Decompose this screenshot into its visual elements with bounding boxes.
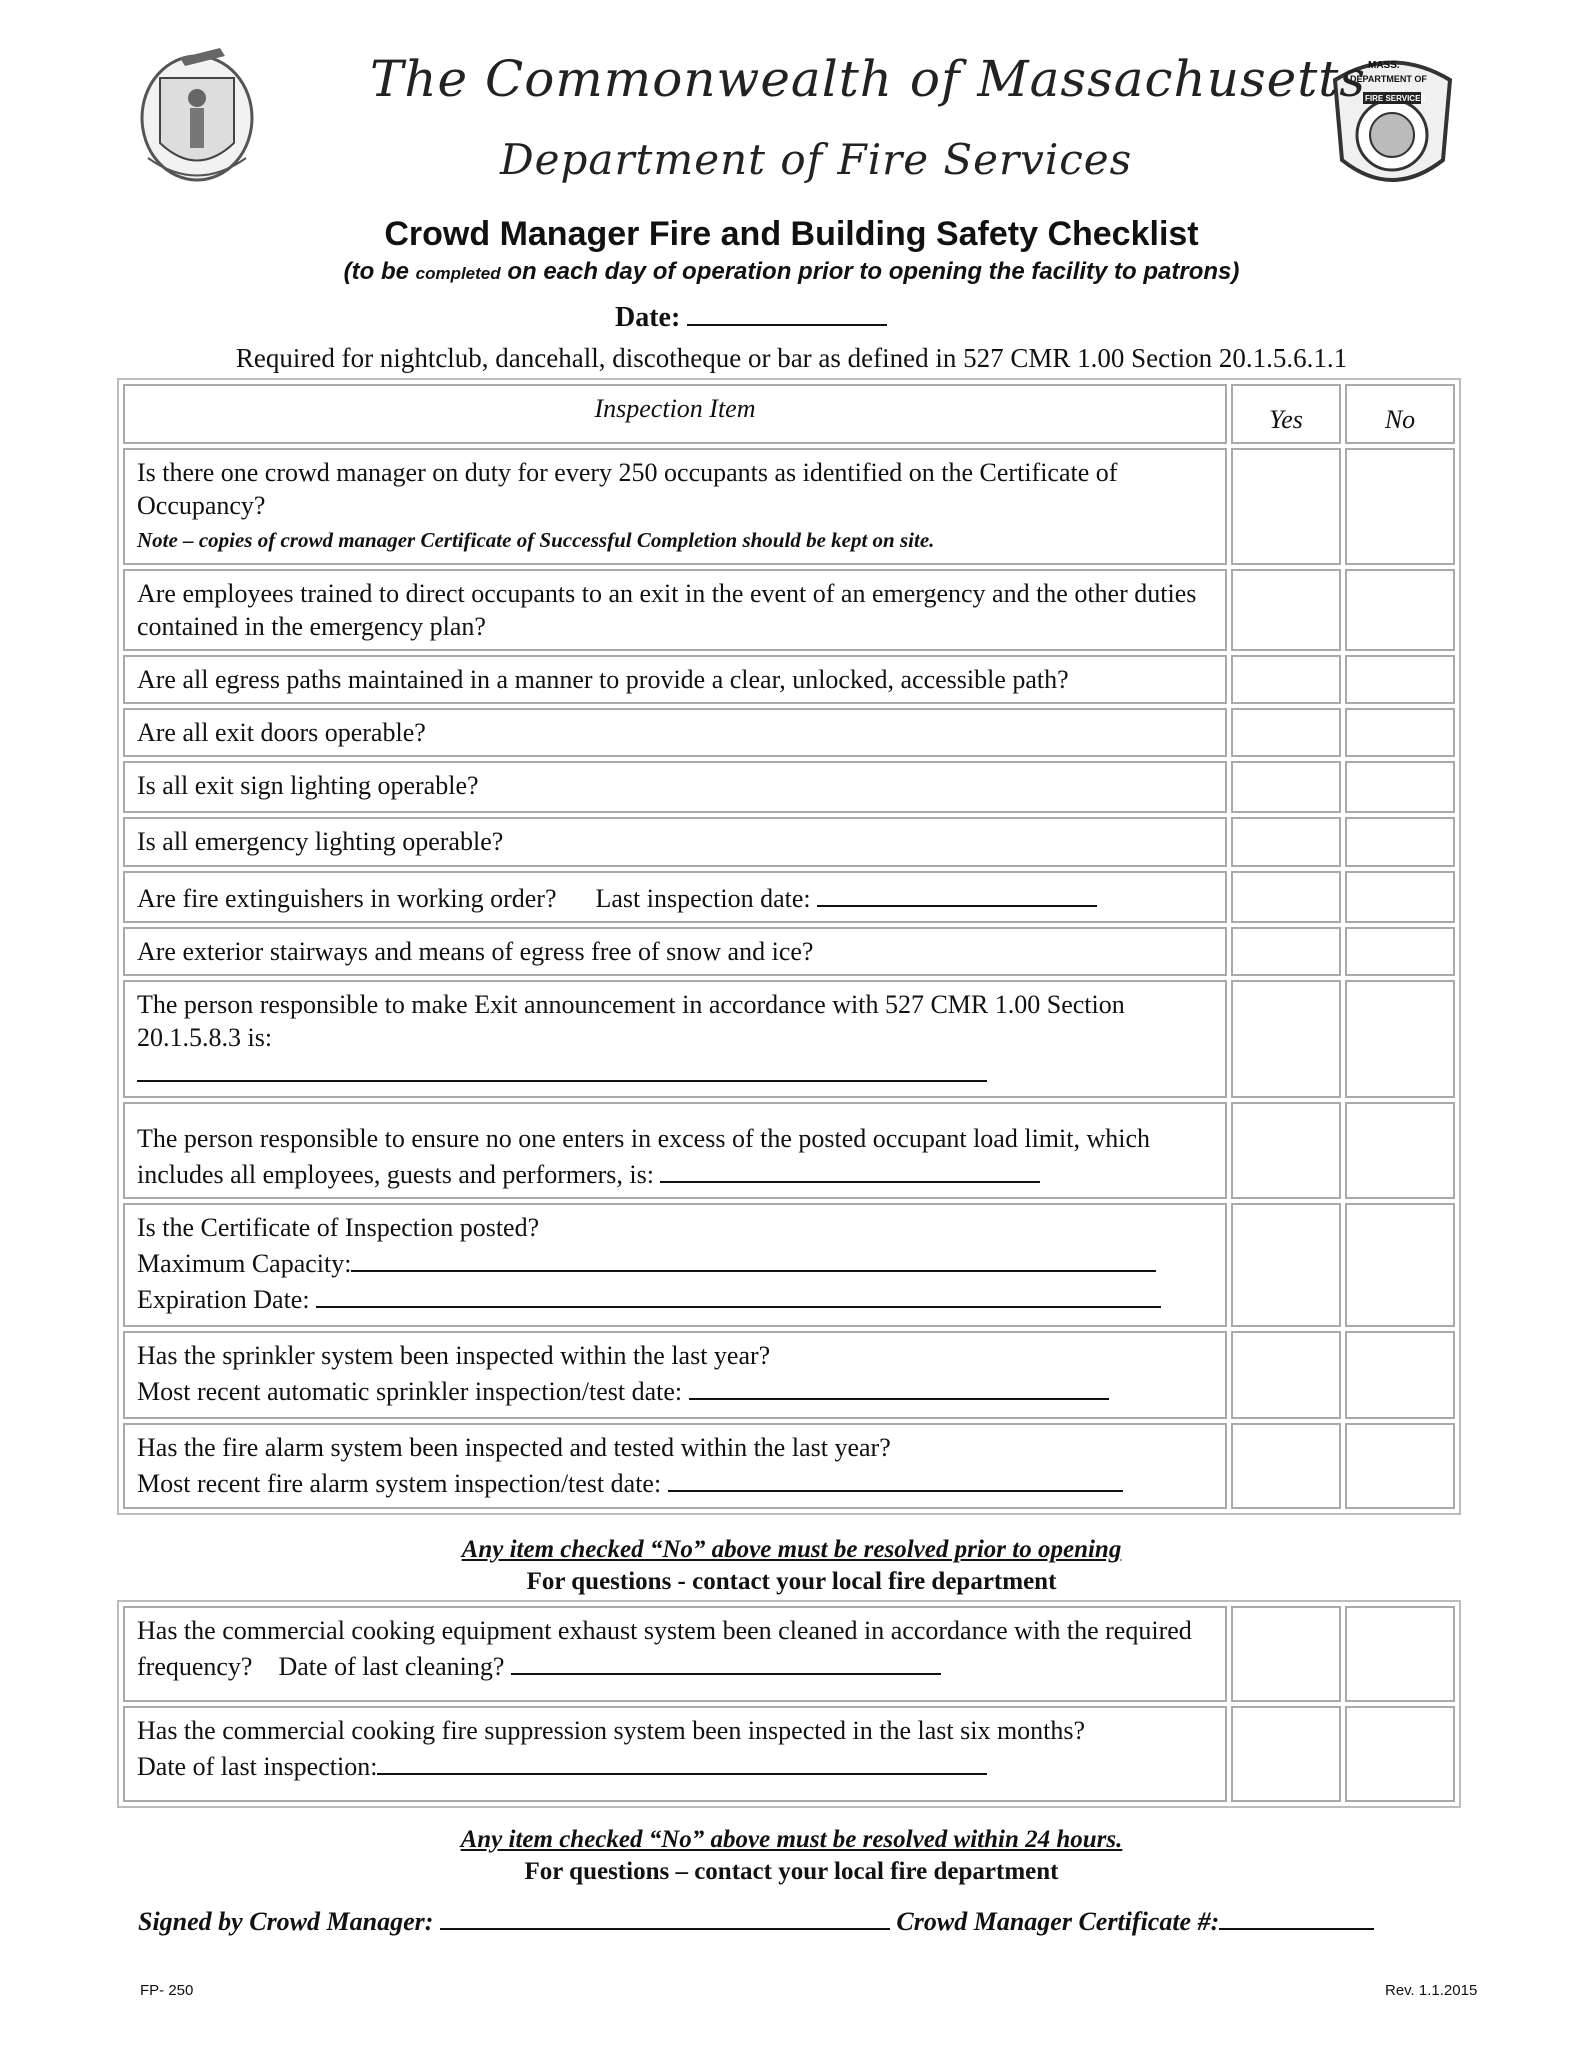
row-text: Are all exit doors operable? — [123, 708, 1227, 757]
cooking-checklist-table — [117, 1600, 1461, 1808]
table-row — [123, 655, 1455, 704]
table-row — [123, 927, 1455, 976]
row-item-cell — [123, 1331, 1227, 1419]
row-item-cell — [123, 871, 1227, 923]
checklist-table — [117, 378, 1461, 1515]
yes-checkbox[interactable] — [1231, 817, 1341, 867]
badge-text-bottom: FIRE SERVICES — [1365, 94, 1426, 103]
no-checkbox[interactable] — [1345, 1203, 1455, 1327]
row-text: Are employees trained to direct occupants to an exit in the event of an emergency and the other duties contained in the emergency plan? — [123, 569, 1227, 651]
row-item-cell — [123, 1423, 1227, 1509]
no-checkbox[interactable] — [1345, 1706, 1455, 1802]
signature-line — [138, 1902, 1374, 1937]
row-item-cell — [123, 448, 1227, 565]
row-item-cell — [123, 980, 1227, 1098]
row-text: Has the commercial cooking fire suppression system been inspected in the last six months? — [137, 1716, 1086, 1745]
row-text: Is the Certificate of Inspection posted? — [137, 1213, 540, 1242]
row-text: The person responsible to ensure no one enters in excess of the posted occupant load limit, which includes all employees, guests and performers, is: — [137, 1124, 1151, 1189]
table-row — [123, 1706, 1455, 1802]
yes-checkbox[interactable] — [1231, 871, 1341, 923]
table-row — [123, 980, 1455, 1098]
sprinkler-date-label: Most recent automatic sprinkler inspection/test date: — [137, 1377, 689, 1406]
yes-checkbox[interactable] — [1231, 761, 1341, 813]
no-checkbox[interactable] — [1345, 817, 1455, 867]
yes-checkbox[interactable] — [1231, 569, 1341, 651]
no-checkbox[interactable] — [1345, 871, 1455, 923]
state-seal-icon — [130, 38, 265, 188]
header-no: No — [1345, 384, 1455, 444]
date-field[interactable] — [615, 298, 887, 334]
header-yes: Yes — [1231, 384, 1341, 444]
row-text: Is all exit sign lighting operable? — [123, 761, 1227, 813]
occupant-load-blank[interactable] — [660, 1155, 1040, 1183]
no-checkbox[interactable] — [1345, 761, 1455, 813]
yes-checkbox[interactable] — [1231, 927, 1341, 976]
subtitle-small: completed — [415, 264, 501, 283]
max-capacity-blank[interactable] — [351, 1244, 1156, 1272]
yes-checkbox[interactable] — [1231, 1102, 1341, 1199]
max-capacity-label: Maximum Capacity: — [137, 1249, 352, 1278]
no-checkbox[interactable] — [1345, 1102, 1455, 1199]
expiration-blank[interactable] — [316, 1280, 1161, 1308]
yes-checkbox[interactable] — [1231, 980, 1341, 1098]
table-row — [123, 448, 1455, 565]
row-text: The person responsible to make Exit announcement in accordance with 527 CMR 1.00 Section 20.1.5.8.3 is: — [137, 990, 1125, 1052]
yes-checkbox[interactable] — [1231, 655, 1341, 704]
inspection-date-blank[interactable] — [817, 879, 1097, 907]
subtitle-part-b: on each day of operation prior to opening the facility to patrons) — [500, 258, 1240, 285]
signed-label: Signed by Crowd Manager: — [138, 1907, 440, 1936]
yes-checkbox[interactable] — [1231, 1706, 1341, 1802]
no-checkbox[interactable] — [1345, 1606, 1455, 1702]
subtitle-part-a: (to be — [343, 258, 416, 285]
cleaning-date-blank[interactable] — [511, 1647, 941, 1675]
requirement-text: Required for nightclub, dancehall, discotheque or bar as defined in 527 CMR 1.00 Section 20.1.5.6.1.1 — [235, 343, 1348, 373]
cert-label: Crowd Manager Certificate #: — [896, 1907, 1220, 1936]
yes-checkbox[interactable] — [1231, 1606, 1341, 1702]
no-checkbox[interactable] — [1345, 1423, 1455, 1509]
table-row — [123, 871, 1455, 923]
row-text: Has the sprinkler system been inspected within the last year? — [137, 1341, 771, 1370]
expiration-label: Expiration Date: — [137, 1285, 317, 1314]
date-label: Date: — [615, 302, 688, 333]
alarm-date-label: Most recent fire alarm system inspection/test date: — [137, 1469, 668, 1498]
table-row — [123, 817, 1455, 867]
yes-checkbox[interactable] — [1231, 1423, 1341, 1509]
table-row — [123, 1203, 1455, 1327]
row-text: Are all egress paths maintained in a manner to provide a clear, unlocked, accessible path? — [123, 655, 1227, 704]
row-text: Are exterior stairways and means of egress free of snow and ice? — [123, 927, 1227, 976]
no-checkbox[interactable] — [1345, 1331, 1455, 1419]
table-row — [123, 761, 1455, 813]
table-row — [123, 1331, 1455, 1419]
date-blank[interactable] — [687, 298, 887, 326]
yes-checkbox[interactable] — [1231, 1331, 1341, 1419]
notice-resolve-prior: Any item checked “No” above must be resolved prior to opening — [461, 1536, 1122, 1563]
no-checkbox[interactable] — [1345, 569, 1455, 651]
no-checkbox[interactable] — [1345, 980, 1455, 1098]
row-extra-label: Date of last cleaning? — [278, 1652, 511, 1681]
cert-number-blank[interactable] — [1219, 1902, 1374, 1930]
table-row — [123, 1606, 1455, 1702]
row-item-cell — [123, 1606, 1227, 1702]
row-text: Is there one crowd manager on duty for every 250 occupants as identified on the Certificate of Occupancy? — [137, 458, 1118, 520]
no-checkbox[interactable] — [1345, 708, 1455, 757]
revision: Rev. 1.1.2015 — [1385, 1982, 1478, 1999]
last-inspection-label: Date of last inspection: — [137, 1752, 378, 1781]
no-checkbox[interactable] — [1345, 655, 1455, 704]
notice-contact-2: For questions – contact your local fire department — [524, 1858, 1059, 1885]
row-item-cell — [123, 1706, 1227, 1802]
no-checkbox[interactable] — [1345, 927, 1455, 976]
table-row — [123, 1102, 1455, 1199]
yes-checkbox[interactable] — [1231, 1203, 1341, 1327]
last-inspection-blank[interactable] — [377, 1747, 987, 1775]
row-text: Has the fire alarm system been inspected and tested within the last year? — [137, 1433, 891, 1462]
badge-text-top: MASS. — [1368, 60, 1400, 71]
form-title: Crowd Manager Fire and Building Safety Checklist — [384, 215, 1199, 253]
form-number: FP- 250 — [140, 1982, 194, 1999]
badge-text-mid: DEPARTMENT OF — [1350, 74, 1427, 84]
table-row — [123, 708, 1455, 757]
row-note: Note – copies of crowd manager Certificate of Successful Completion should be kept on site. — [137, 528, 935, 552]
sprinkler-date-blank[interactable] — [689, 1372, 1109, 1400]
signature-blank[interactable] — [440, 1902, 890, 1930]
form-subtitle — [0, 258, 1583, 286]
row-item-cell — [123, 1203, 1227, 1327]
alarm-date-blank[interactable] — [668, 1464, 1123, 1492]
row-text: Are fire extinguishers in working order? — [137, 884, 557, 913]
exit-announcer-blank[interactable] — [137, 1054, 987, 1082]
page-title: The Commonwealth of Massachusetts — [370, 50, 1367, 108]
yes-checkbox[interactable] — [1231, 448, 1341, 565]
row-text: Has the commercial cooking equipment exhaust system been cleaned in accordance with the required frequency? — [137, 1616, 1192, 1681]
table-header-row — [123, 384, 1455, 444]
table-row — [123, 569, 1455, 651]
header-inspection-item: Inspection Item — [123, 384, 1227, 444]
table-row — [123, 1423, 1455, 1509]
department-name: Department of Fire Services — [500, 135, 1133, 184]
notice-contact-1: For questions - contact your local fire department — [526, 1568, 1057, 1595]
no-checkbox[interactable] — [1345, 448, 1455, 565]
notice-resolve-24h: Any item checked “No” above must be resolved within 24 hours. — [460, 1826, 1123, 1853]
row-item-cell — [123, 1102, 1227, 1199]
row-extra-label: Last inspection date: — [595, 884, 818, 913]
yes-checkbox[interactable] — [1231, 708, 1341, 757]
row-text: Is all emergency lighting operable? — [123, 817, 1227, 867]
